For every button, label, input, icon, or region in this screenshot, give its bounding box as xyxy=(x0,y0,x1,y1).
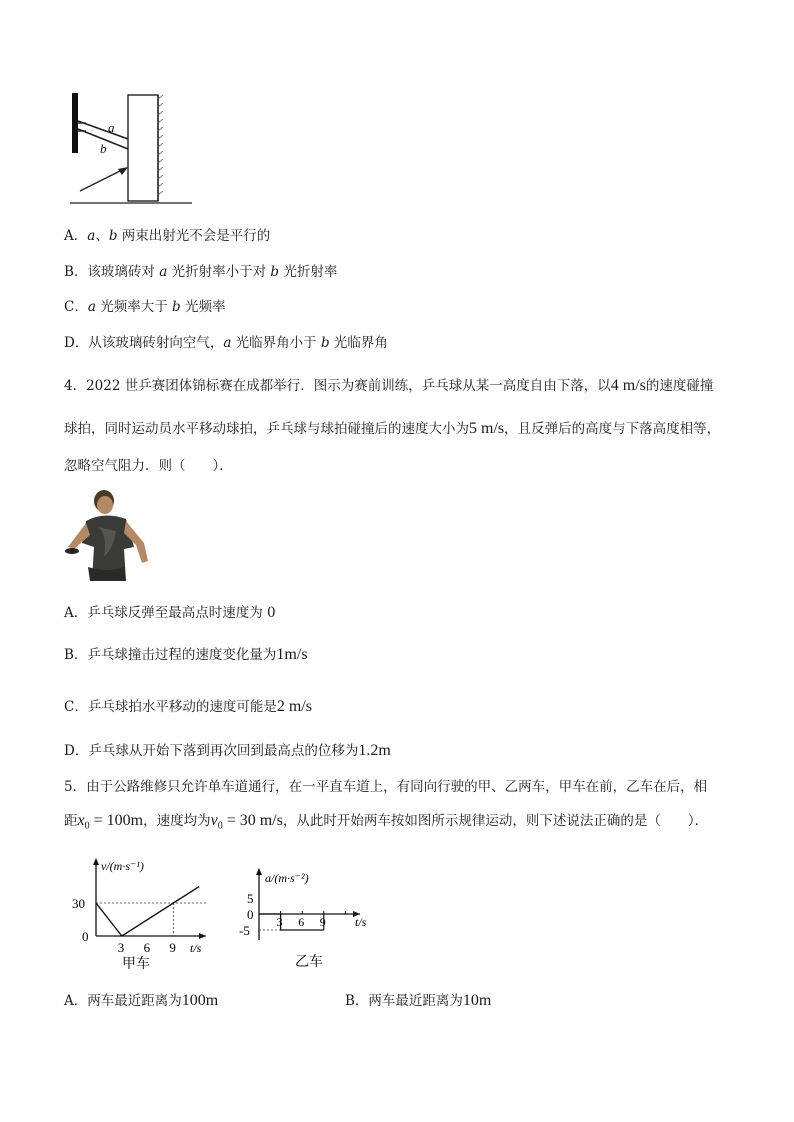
stem-math: 5 m/s xyxy=(469,420,505,437)
option-letter: D． xyxy=(64,743,89,759)
option-text: 、 xyxy=(95,228,109,244)
stem-text: ，从此时开始两车按如图所示规律运动，则下述说法正确的是（ ）． xyxy=(282,813,709,829)
option-text: b xyxy=(270,264,280,280)
x0-symbol: x xyxy=(77,812,85,829)
option-text: 乒乓球拍水平移动的速度可能是 xyxy=(87,699,277,715)
stem-text: 5．由于公路维修只允许单车道通行，在一平直车道上，有同向行驶的甲、乙两车，甲车在前，乙车在后，相 xyxy=(64,779,708,795)
q5-stem-line1 xyxy=(64,778,707,796)
option-letter: C． xyxy=(64,299,88,315)
chart-jia-vt xyxy=(66,852,216,972)
v0-symbol: v xyxy=(210,812,218,829)
x-tick-label: 6 xyxy=(143,940,151,955)
option-text: a xyxy=(223,335,232,351)
option-letter: A． xyxy=(64,228,88,244)
q3-option-d xyxy=(64,334,388,352)
option-math: 1.2m xyxy=(358,742,391,759)
option-text: b xyxy=(320,335,330,351)
option-text: a xyxy=(87,228,96,244)
incident-ray xyxy=(80,169,124,191)
series-line-yi xyxy=(259,914,324,930)
option-letter: B． xyxy=(64,264,88,280)
option-letter: B． xyxy=(64,647,88,663)
stem-text: 忽略空气阻力．则（ ）． xyxy=(64,458,233,474)
option-text: 两束出射光不会是平行的 xyxy=(117,228,271,244)
y-tick-label: 0 xyxy=(82,929,89,944)
option-text: 该玻璃砖对 xyxy=(87,264,160,280)
option-text: 光频率 xyxy=(180,299,226,315)
chart-yi-at xyxy=(235,862,385,970)
q4-option-b xyxy=(64,646,308,664)
stem-math: 4 m/s xyxy=(610,377,646,394)
option-letter: B． xyxy=(345,993,369,1009)
q4-option-a xyxy=(64,604,276,622)
option-text: b xyxy=(172,299,181,315)
v0-value: = 30 m/s xyxy=(222,812,283,829)
option-text: 从该玻璃砖射向空气， xyxy=(88,335,224,351)
option-text: 乒乓球撞击过程的速度变化量为 xyxy=(87,647,277,663)
stem-text: 球拍，同时运动员水平移动球拍，乒乓球与球拍碰撞后的速度大小为 xyxy=(64,421,469,437)
q5-stem-line2 xyxy=(64,812,708,836)
x-tick-label: 6 xyxy=(298,915,305,929)
y-tick-label: 30 xyxy=(72,896,85,911)
x-axis-arrow-icon xyxy=(199,933,206,939)
stem-text: 距 xyxy=(64,813,78,829)
y-axis-label: v/(m·s⁻¹) xyxy=(101,859,144,873)
stem-text: 的速度碰撞 xyxy=(645,378,714,394)
option-text: a xyxy=(87,299,96,315)
q5-option-a xyxy=(64,992,218,1010)
option-letter: A． xyxy=(64,605,88,621)
option-text: 光临界角小于 xyxy=(231,335,321,351)
q4-stem-line2 xyxy=(64,420,720,438)
option-text: a xyxy=(159,264,168,280)
option-text: 光临界角 xyxy=(329,335,388,351)
v0-subscript: 0 xyxy=(217,820,223,832)
option-text: 两车最近距离为 xyxy=(87,993,182,1009)
table-tennis-player-photo xyxy=(64,487,160,583)
label-a: a xyxy=(108,120,115,135)
q4-option-d xyxy=(64,742,391,760)
x0-subscript: 0 xyxy=(84,820,90,832)
glass-block-figure xyxy=(60,85,200,210)
stem-text: 4．2022 世乒赛团体锦标赛在成都举行．图示为赛前训练，乒乓球从某一高度自由下落，以 xyxy=(64,378,611,394)
y-axis-arrow-icon xyxy=(93,858,99,865)
option-text: 光折射率 xyxy=(279,264,338,280)
hatch-marks xyxy=(158,95,163,195)
q3-option-a xyxy=(64,227,270,245)
chart-caption: 乙车 xyxy=(295,955,323,970)
q4-stem-line1 xyxy=(64,377,713,395)
option-letter: A． xyxy=(64,993,88,1009)
screen-plate xyxy=(72,93,78,153)
q4-stem-line3 xyxy=(64,457,233,475)
x-tick-label: 3 xyxy=(276,915,283,929)
option-text: 两车最近距离为 xyxy=(368,993,463,1009)
option-letter: D． xyxy=(64,335,89,351)
option-math: 1m/s xyxy=(276,646,308,663)
q4-option-c xyxy=(64,698,312,716)
y-axis-label: a/(m·s⁻²) xyxy=(265,871,309,885)
stem-text: ，且反弹后的高度与下落高度相等， xyxy=(504,421,721,437)
x-tick-label: 9 xyxy=(319,915,326,929)
option-math: 10m xyxy=(462,992,492,1009)
x-tick-label: 3 xyxy=(117,940,125,955)
y-tick-label: 5 xyxy=(247,891,254,906)
q5-option-b xyxy=(345,992,491,1010)
option-math: 100m xyxy=(181,992,219,1009)
q3-option-b xyxy=(64,263,337,281)
y-tick-label: 0 xyxy=(247,907,254,922)
x-tick-label: 9 xyxy=(169,940,176,955)
arrow-head-icon xyxy=(118,167,128,175)
option-text: 光折射率小于对 xyxy=(167,264,271,280)
x-axis-label: t/s xyxy=(355,915,367,929)
option-letter: C． xyxy=(64,699,88,715)
y-axis-arrow-icon xyxy=(256,868,262,875)
option-text: 乒乓球反弹至最高点时速度为 0 xyxy=(87,605,276,621)
stem-text: ，速度均为 xyxy=(143,813,211,829)
x0-value: = 100m xyxy=(89,812,144,829)
glass-block xyxy=(128,95,158,201)
option-text: 光频率大于 xyxy=(95,299,172,315)
label-b: b xyxy=(100,141,107,156)
x-axis-label: t/s xyxy=(190,941,202,955)
chart-caption: 甲车 xyxy=(122,957,150,972)
option-math: 2 m/s xyxy=(276,698,312,715)
y-tick-label: -5 xyxy=(239,923,250,938)
series-line-jia xyxy=(96,887,199,937)
option-text: b xyxy=(108,228,118,244)
option-text: 乒乓球从开始下落到再次回到最高点的位移为 xyxy=(88,743,359,759)
q3-option-c xyxy=(64,298,225,316)
